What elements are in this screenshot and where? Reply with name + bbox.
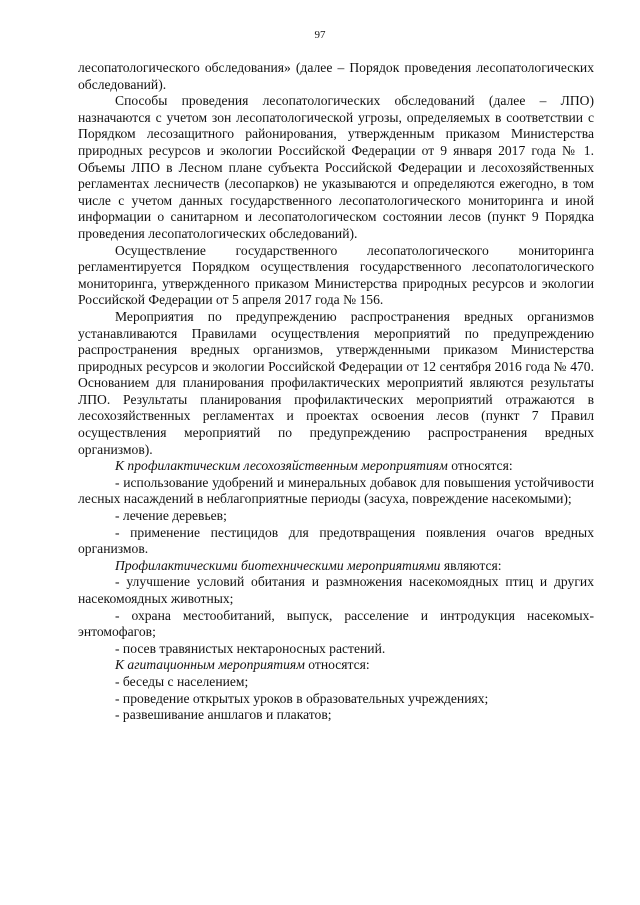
italic-phrase: Профилактическими биотехническими мероприятиями [115, 557, 441, 573]
paragraph-forestry-measures-heading [78, 458, 594, 475]
italic-phrase: К агитационным мероприятиям [115, 657, 305, 673]
paragraph-continuation: лесопатологического обследования» (далее – Порядок проведения лесопатологических обследований). [78, 60, 594, 92]
list-item: - использование удобрений и минеральных добавок для повышения устойчивости лесных насаждений в неблагоприятные периоды (засуха, повреждение насекомыми); [78, 474, 594, 507]
heading-rest: относятся: [304, 657, 370, 673]
list-item: - охрана местообитаний, выпуск, расселение и интродукция насекомых-энтомофагов; [78, 607, 594, 640]
list-item: - применение пестицидов для предотвращения появления очагов вредных организмов. [78, 524, 594, 557]
paragraph-lpo-methods: Способы проведения лесопатологических обследований (далее – ЛПО) назначаются с учетом зон лесопатологической угрозы, определяемых в соответствии с Порядком лесозащитного районирования, утвержденным приказом Министерства природных ресурсов и экологии Российской Федерации от 9 января 2017 года № 1. Объемы ЛПО в Лесном плане субъекта Российской Федерации и лесохозяйственных регламентах лесничеств (лесопарков) не указываются и определяются ежегодно, в том числе с учетом данных государственного лесопатологического мониторинга и иной информации о санитарном и лесопатологическом состоянии лесов (пункт 9 Порядка проведения лесопатологических обследований). [78, 93, 594, 241]
paragraph-agitation-measures-heading [78, 657, 594, 674]
paragraph-biotech-measures-heading [78, 558, 594, 575]
paragraph-monitoring: Осуществление государственного лесопатологического мониторинга регламентируется Порядком осуществления государственного лесопатологического мониторинга, утвержденного приказом Министерства природных ресурсов и экологии Российской Федерации от 5 апреля 2017 года № 156. [78, 242, 594, 308]
list-item: - развешивание аншлагов и плакатов; [115, 707, 332, 723]
list-item: - посев травянистых нектароносных растений. [115, 640, 386, 656]
list-item: - проведение открытых уроков в образовательных учреждениях; [115, 690, 489, 706]
list-item: - лечение деревьев; [115, 508, 227, 524]
list-item: - беседы с населением; [115, 673, 249, 689]
heading-rest: относятся: [447, 458, 513, 474]
list-item: - улучшение условий обитания и размножения насекомоядных птиц и других насекомоядных животных; [78, 574, 594, 606]
italic-phrase: К профилактическим лесохозяйственным мероприятиям [115, 458, 448, 474]
paragraph-harmful-organisms: Мероприятия по предупреждению распространения вредных организмов устанавливаются Правилами осуществления мероприятий по предупреждению распространения вредных организмов, утвержденными приказом Министерства природных ресурсов и экологии Российской Федерации от 12 сентября 2016 года № 470. Основанием для планирования профилактических мероприятий являются результаты ЛПО. Результаты планирования профилактических мероприятий отражаются в лесохозяйственных регламентах и проектах освоения лесов (пункт 7 Правил осуществления мероприятий по предупреждению распространения вредных организмов). [78, 308, 594, 457]
heading-rest: являются: [440, 557, 502, 573]
body-text [78, 60, 594, 724]
page-number: 97 [314, 29, 326, 41]
